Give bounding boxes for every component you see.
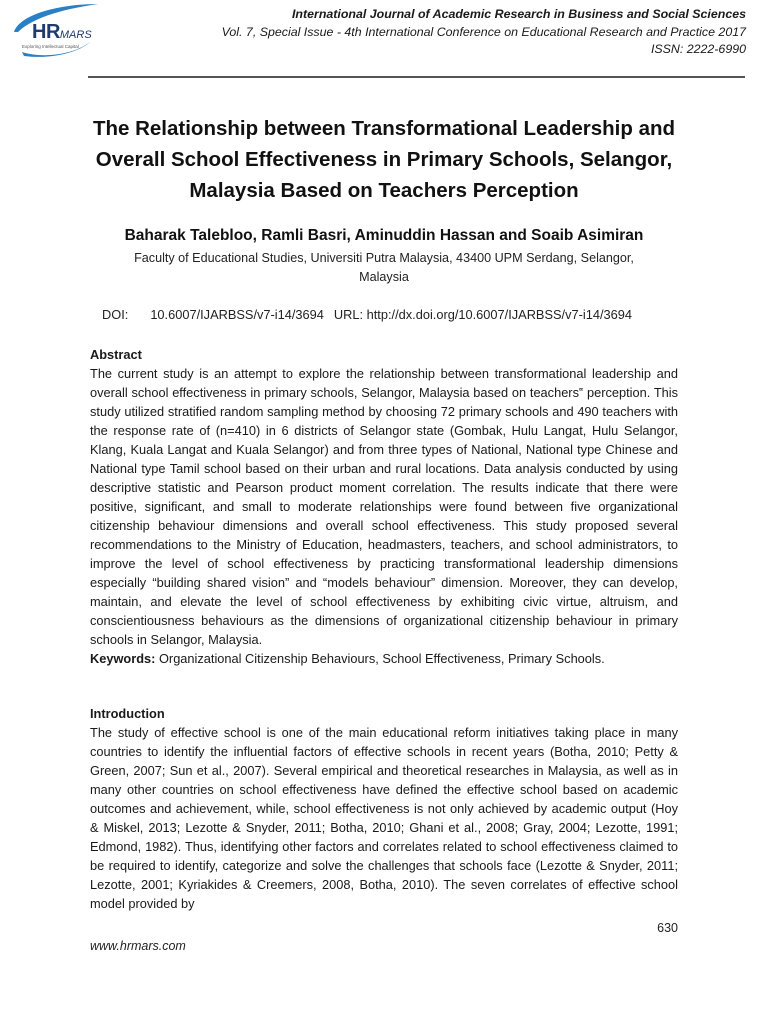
abstract-section [90, 345, 678, 668]
paper-title: The Relationship between Transformational Leadership and Overall School Effectiveness in Primary Schools, Selangor, Malaysia Based on Teachers Perception [92, 117, 676, 202]
url-label: URL: [333, 307, 364, 322]
introduction-heading: Introduction [90, 706, 165, 721]
url-link[interactable]: http://dx.doi.org/10.6007/IJARBSS/v7-i14/3694 [366, 307, 632, 322]
logo-hr-text: HR [32, 21, 60, 43]
keywords-label: Keywords: [90, 651, 156, 666]
journal-issn: ISSN: 2222-6990 [650, 42, 746, 56]
header-divider [88, 76, 745, 78]
keywords-value: Organizational Citizenship Behaviours, School Effectiveness, Primary Schools. [155, 651, 605, 666]
logo-wordmark [32, 22, 92, 42]
logo-mars-text: MARS [59, 29, 92, 41]
journal-name: International Journal of Academic Research in Business and Social Sciences [291, 7, 746, 21]
hrmars-logo [10, 2, 118, 60]
doi-label: DOI: [102, 307, 129, 322]
abstract-body: The current study is an attempt to explore the relationship between transformational leadership and overall school effectiveness in primary schools, Selangor, Malaysia based on teachers‟ perception. This study utilized stratified random sampling method by choosing 72 primary schools and 490 teachers with the response rate of (n=410) in 6 districts of Selangor state (Gombak, Hulu Langat, Hulu Selangor, Klang, Kuala Langat and Kuala Selangor) and from three types of National, National type Chinese and National type Tamil school based on their urban and rural locations. Data analysis conducted by using descriptive statistic and Pearson product moment correlation. The results indicate that there were positive, significant, and small to moderate relationships were found between five organizational citizenship behaviour dimensions and overall school effectiveness. This study proposed several recommendations to the Ministry of Education, headmasters, teachers, and school administrators, to improve the level of school effectiveness by practicing transformational leadership dimensions especially “building shared vision” and “models behaviour” dimension. Moreover, they can develop, maintain, and elevate the level of school effectiveness by exhibiting civic virtue, altruism, and conscientiousness behaviours as the dimensions of organizational citizenship behaviour in primary schools in Selangor, Malaysia. [90, 366, 678, 647]
footer-website-link[interactable]: www.hrmars.com [90, 939, 186, 953]
journal-issue: Vol. 7, Special Issue - 4th International Conference on Educational Research and Practice 2017 [221, 24, 746, 39]
abstract-heading: Abstract [90, 347, 142, 362]
introduction-section [90, 704, 678, 913]
paper-authors: Baharak Talebloo, Ramli Basri, Aminuddin Hassan and Soaib Asimiran [124, 227, 644, 244]
doi-value[interactable]: 10.6007/IJARBSS/v7-i14/3694 [150, 307, 324, 322]
keywords-line [90, 649, 678, 668]
introduction-body: The study of effective school is one of the main educational reform initiatives taking place in many countries to identify the influential factors of effective schools in recent years (Botha, 2010; Petty & Green, 2007; Sun et al., 2007). Several empirical and theoretical researches in Malaysia, as well as in many other countries on school effectiveness have defined the effective school based on academic outcomes and achievement, while, school effectiveness is not only achieved by academic output (Hoy & Miskel, 2013; Lezotte & Snyder, 2011; Botha, 2010; Ghani et al., 2008; Gray, 2004; Lezotte, 1991; Edmond, 1982). Thus, identifying other factors and correlates related to school effectiveness claimed to be required to identify, categorize and solve the challenges that schools face (Lezotte & Snyder, 2011; Lezotte, 2001; Kyriakides & Creemers, 2008, Botha, 2010). The seven correlates of effective school model provided by [90, 725, 678, 911]
logo-tagline: Exploring Intellectual Capital [22, 44, 79, 49]
doi-line [102, 306, 632, 324]
paper-affiliation: Faculty of Educational Studies, Universiti Putra Malaysia, 43400 UPM Serdang, Selangor, Malaysia [134, 251, 634, 284]
page-number: 630 [657, 921, 678, 935]
journal-header [222, 6, 746, 59]
